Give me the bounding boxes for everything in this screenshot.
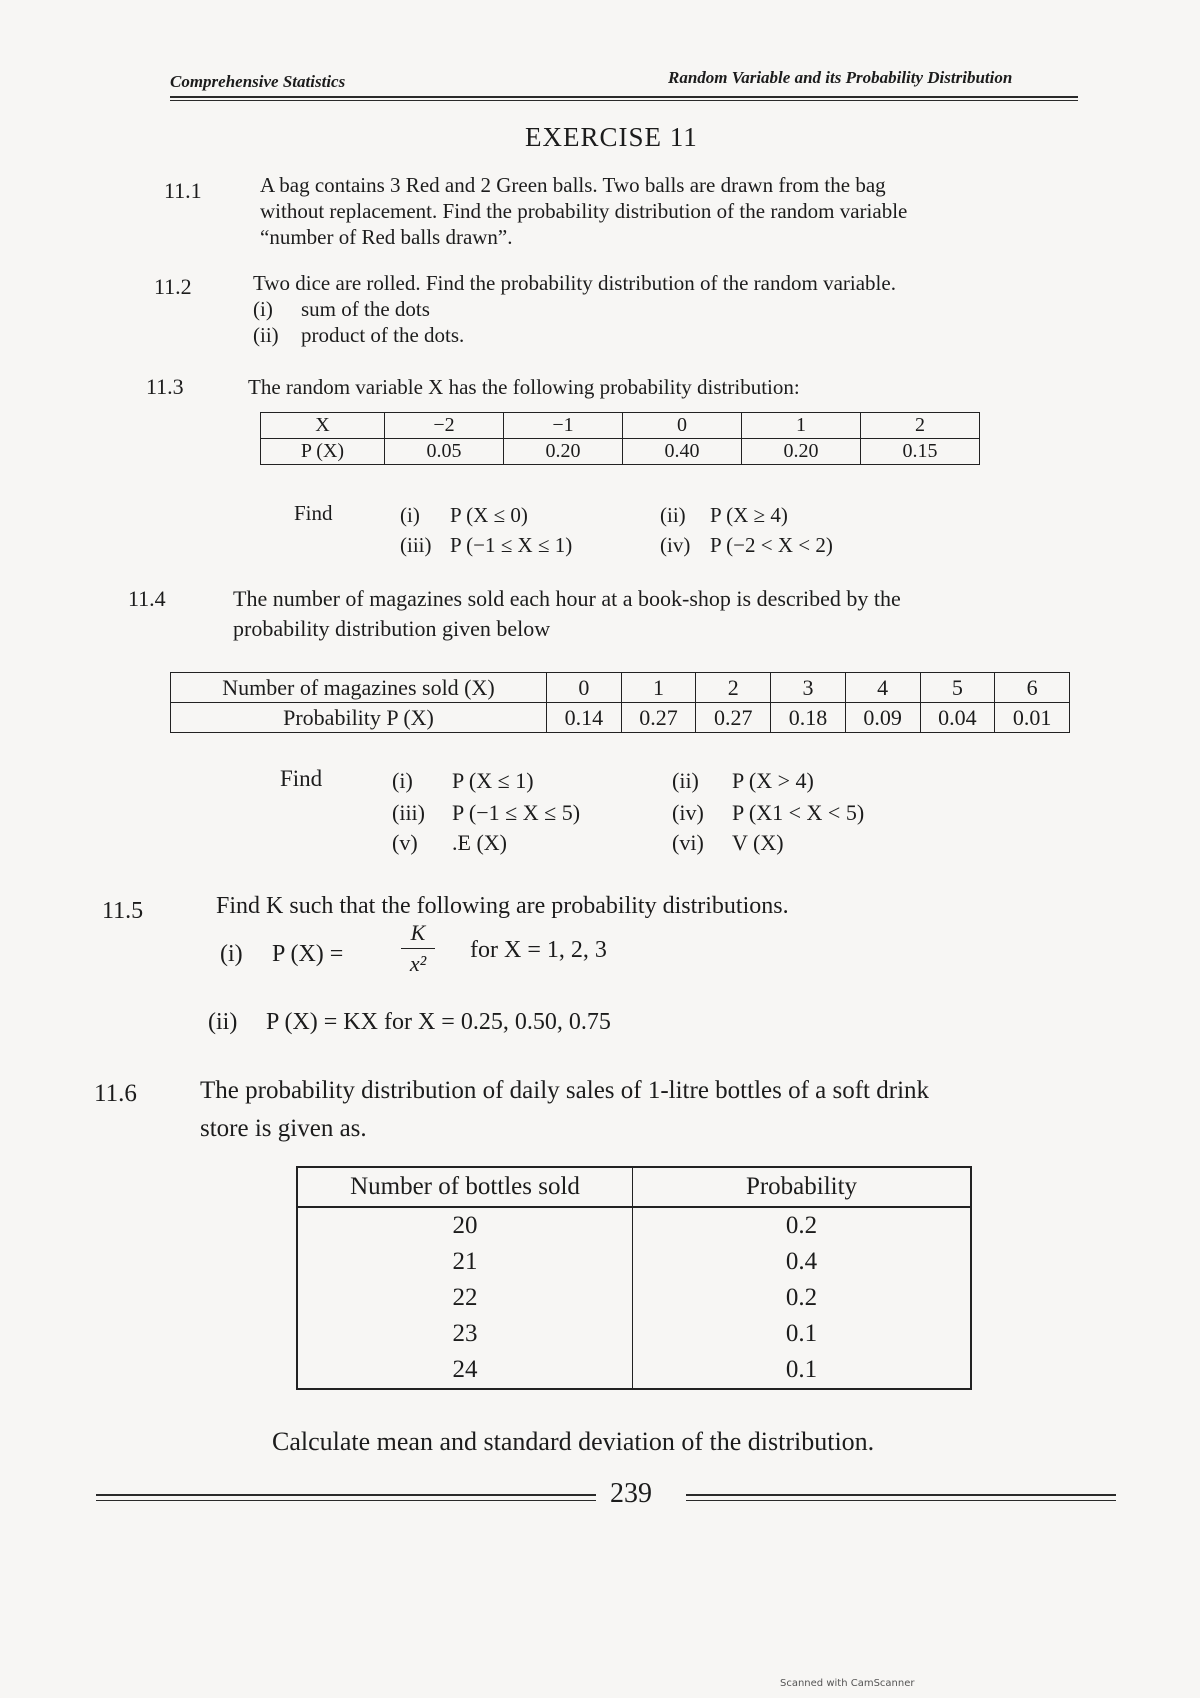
- table-cell: 20: [297, 1207, 633, 1244]
- table-cell: 6: [995, 673, 1070, 703]
- fraction-bar: [401, 948, 435, 949]
- table-cell: 4: [845, 673, 920, 703]
- footer-rule-right-1: [686, 1494, 1116, 1496]
- q3-text: The random variable X has the following probability distribution:: [248, 375, 800, 399]
- footer-rule-left-2: [96, 1500, 596, 1501]
- q6-number: 11.6: [94, 1080, 137, 1107]
- q6-header-bottles: Number of bottles sold: [297, 1167, 633, 1207]
- part-label: (iv): [660, 533, 691, 557]
- q2-number: 11.2: [154, 274, 192, 299]
- page-number: 239: [610, 1478, 652, 1509]
- q2-item-label: (i): [253, 297, 273, 321]
- table-cell: 0: [547, 673, 622, 703]
- q4-part: [672, 768, 814, 794]
- table-cell: 0.18: [771, 703, 846, 733]
- table-cell: 5: [920, 673, 995, 703]
- table-cell: 0: [623, 413, 742, 439]
- table-cell: 22: [297, 1280, 633, 1316]
- table-cell: 0.1: [633, 1316, 972, 1352]
- table-cell: 0.20: [742, 439, 861, 465]
- q5-part2-label: (ii): [208, 1009, 238, 1035]
- q3-number: 11.3: [146, 374, 184, 399]
- q3-p-header: P (X): [261, 439, 385, 465]
- table-row: [261, 413, 980, 439]
- part-label: (v): [392, 830, 418, 855]
- q1-line: A bag contains 3 Red and 2 Green balls. Two balls are drawn from the bag: [260, 173, 886, 197]
- table-row: [297, 1244, 971, 1280]
- fraction-numerator: K: [410, 920, 426, 945]
- header-right: Random Variable and its Probability Distribution: [668, 68, 1013, 87]
- q4-number: 11.4: [128, 586, 166, 611]
- table-cell: −1: [504, 413, 623, 439]
- q5-fraction: [388, 920, 448, 977]
- part-label: (iii): [392, 800, 425, 825]
- table-cell: 0.2: [633, 1280, 972, 1316]
- q6-sales-table: [296, 1166, 972, 1390]
- table-cell: 0.40: [623, 439, 742, 465]
- q2-item-label: (ii): [253, 323, 279, 347]
- part-label: (i): [400, 503, 420, 527]
- q5-part1-rhs: for X = 1, 2, 3: [470, 937, 607, 963]
- q5-text: Find K such that the following are probability distributions.: [216, 893, 789, 919]
- table-row: [297, 1167, 971, 1207]
- q2-item: [253, 322, 464, 348]
- q2-item-text: sum of the dots: [301, 297, 430, 321]
- q6-text: [200, 1072, 1120, 1148]
- part-expr: P (X1 < X < 5): [732, 800, 865, 825]
- q4-distribution-table: [170, 672, 1070, 733]
- table-cell: 0.2: [633, 1207, 972, 1244]
- table-cell: 0.15: [861, 439, 980, 465]
- part-label: (vi): [672, 830, 704, 855]
- part-label: (ii): [660, 503, 686, 527]
- q5-part1-label: (i): [220, 941, 243, 967]
- q5-part2-text: P (X) = KX for X = 0.25, 0.50, 0.75: [266, 1009, 611, 1035]
- q4-part: [392, 768, 534, 794]
- q4-part: [392, 800, 580, 826]
- part-expr: P (−1 ≤ X ≤ 1): [450, 533, 573, 557]
- q6-closing: Calculate mean and standard deviation of the distribution.: [272, 1427, 875, 1456]
- q2-text: Two dice are rolled. Find the probability distribution of the random variable.: [253, 271, 896, 295]
- q3-part: [660, 502, 788, 528]
- table-cell: 0.04: [920, 703, 995, 733]
- part-expr: P (X ≤ 1): [452, 768, 534, 793]
- table-row: [297, 1207, 971, 1244]
- scanner-note: Scanned with CamScanner: [780, 1678, 915, 1689]
- header-rule-2: [170, 100, 1078, 101]
- q3-part: [400, 532, 572, 558]
- table-cell: 0.14: [547, 703, 622, 733]
- table-cell: 1: [742, 413, 861, 439]
- table-cell: 0.09: [845, 703, 920, 733]
- part-expr: P (−2 < X < 2): [710, 533, 833, 557]
- header-left: Comprehensive Statistics: [170, 72, 346, 91]
- table-cell: 2: [861, 413, 980, 439]
- table-cell: 0.27: [696, 703, 771, 733]
- table-cell: 0.20: [504, 439, 623, 465]
- part-expr: .E (X): [452, 830, 507, 855]
- q3-x-header: X: [261, 413, 385, 439]
- q4-x-header: Number of magazines sold (X): [171, 673, 547, 703]
- q4-part: [392, 830, 507, 856]
- q5-number: 11.5: [102, 898, 144, 924]
- table-cell: 21: [297, 1244, 633, 1280]
- q4-part: [672, 800, 864, 826]
- q5-part1-lhs: P (X) =: [272, 941, 344, 967]
- part-label: (i): [392, 768, 413, 793]
- q6-line: The probability distribution of daily sales of 1-litre bottles of a soft drink: [200, 1077, 930, 1104]
- q3-find-label: Find: [294, 501, 333, 525]
- part-expr: V (X): [732, 830, 784, 855]
- q1-line: “number of Red balls drawn”.: [260, 225, 513, 249]
- table-cell: 0.05: [385, 439, 504, 465]
- header-rule-1: [170, 96, 1078, 98]
- q4-part: [672, 830, 784, 856]
- q2-item: [253, 296, 430, 322]
- table-cell: 2: [696, 673, 771, 703]
- table-cell: 0.4: [633, 1244, 972, 1280]
- part-label: (iv): [672, 800, 704, 825]
- q4-find-label: Find: [280, 766, 323, 791]
- q6-line: store is given as.: [200, 1115, 367, 1142]
- table-cell: 23: [297, 1316, 633, 1352]
- footer-rule-left-1: [96, 1494, 596, 1496]
- table-cell: 0.01: [995, 703, 1070, 733]
- part-expr: P (X ≤ 0): [450, 503, 528, 527]
- exercise-title: EXERCISE 11: [525, 122, 698, 152]
- q3-part: [660, 532, 833, 558]
- table-row: [171, 703, 1070, 733]
- table-cell: 1: [621, 673, 696, 703]
- q6-header-probability: Probability: [633, 1167, 972, 1207]
- table-row: [171, 673, 1070, 703]
- table-cell: 3: [771, 673, 846, 703]
- table-row: [297, 1352, 971, 1389]
- table-row: [297, 1316, 971, 1352]
- part-expr: P (X > 4): [732, 768, 814, 793]
- q3-distribution-table: [260, 412, 980, 465]
- table-cell: −2: [385, 413, 504, 439]
- q1-line: without replacement. Find the probability distribution of the random variable: [260, 199, 908, 223]
- table-cell: 0.27: [621, 703, 696, 733]
- q1-text: [260, 172, 1100, 250]
- part-label: (ii): [672, 768, 699, 793]
- table-row: [297, 1280, 971, 1316]
- part-expr: P (X ≥ 4): [710, 503, 788, 527]
- q2-item-text: product of the dots.: [301, 323, 465, 347]
- part-label: (iii): [400, 533, 432, 557]
- footer-rule-right-2: [686, 1500, 1116, 1501]
- q3-part: [400, 502, 528, 528]
- table-row: [261, 439, 980, 465]
- q1-number: 11.1: [164, 178, 202, 203]
- q4-line: probability distribution given below: [233, 616, 551, 641]
- part-expr: P (−1 ≤ X ≤ 5): [452, 800, 581, 825]
- q4-p-header: Probability P (X): [171, 703, 547, 733]
- fraction-denominator: x²: [409, 951, 427, 976]
- q4-text: [233, 584, 1113, 644]
- table-cell: 0.1: [633, 1352, 972, 1389]
- table-cell: 24: [297, 1352, 633, 1389]
- q4-line: The number of magazines sold each hour at a book-shop is described by the: [233, 586, 901, 611]
